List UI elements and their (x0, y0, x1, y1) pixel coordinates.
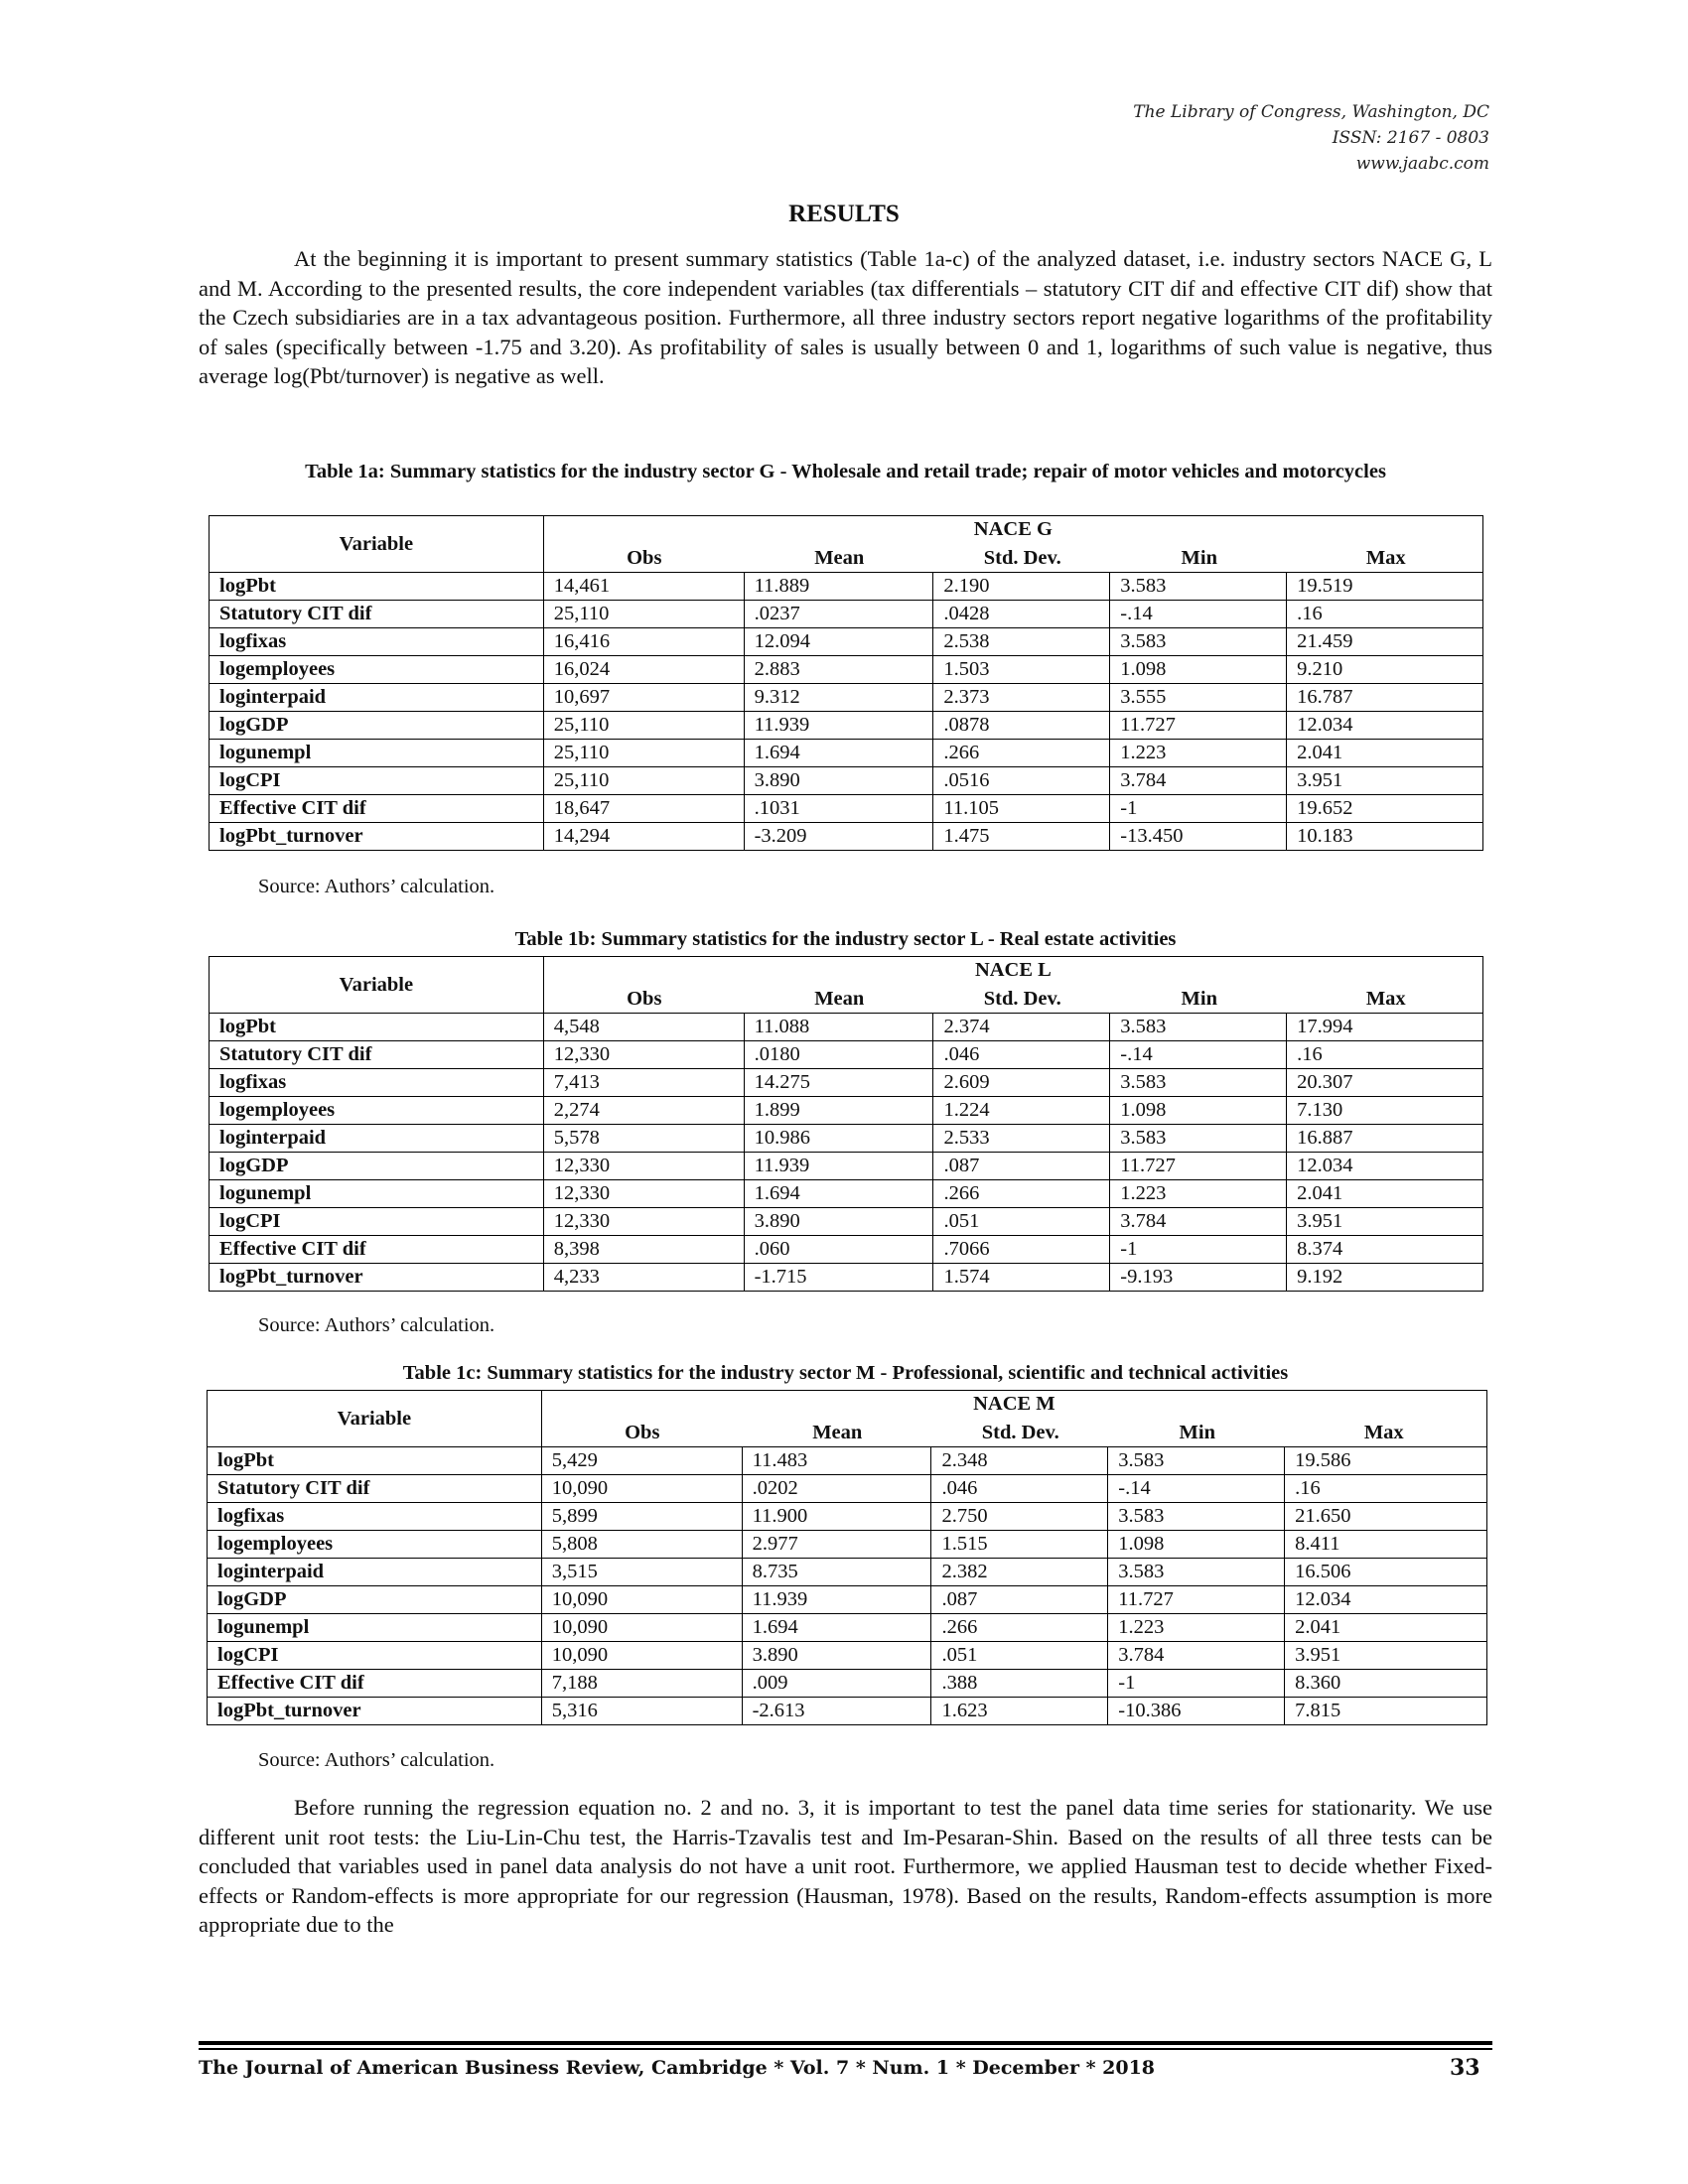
variable-name-cell: logunempl (210, 1180, 544, 1208)
table-header-row (208, 1391, 1487, 1447)
table-1a-source: Source: Authors’ calculation. (258, 876, 495, 897)
value-cell: 1.503 (933, 656, 1110, 684)
table-row (210, 795, 1483, 823)
column-header-variable: Variable (210, 957, 544, 1014)
table-1b-caption: Table 1b: Summary statistics for the industry sector L - Real estate activities (514, 928, 1177, 950)
variable-name-cell: loginterpaid (208, 1559, 542, 1586)
table-row (210, 823, 1483, 851)
value-cell: 5,316 (541, 1698, 742, 1725)
variable-name-cell: logPbt (210, 1014, 544, 1041)
variable-name-cell: logemployees (210, 656, 544, 684)
variable-name-cell: Statutory CIT dif (210, 601, 544, 628)
table-row (208, 1531, 1487, 1559)
value-cell: 2.883 (744, 656, 933, 684)
table-row (210, 573, 1483, 601)
table-row (210, 740, 1483, 767)
column-header-variable: Variable (210, 516, 544, 573)
column-headers (542, 1420, 1486, 1446)
value-cell: 2,274 (543, 1097, 744, 1125)
value-cell: 1.574 (933, 1264, 1110, 1292)
footer-rule-thin (199, 2048, 1492, 2050)
value-cell: 8.374 (1287, 1236, 1483, 1264)
value-cell: .0180 (744, 1041, 933, 1069)
table-row (210, 1208, 1483, 1236)
section-title: RESULTS (788, 201, 900, 227)
value-cell: 3.784 (1110, 1208, 1287, 1236)
value-cell: 3.583 (1108, 1503, 1285, 1531)
table-1c (207, 1390, 1487, 1725)
table-1b-source: Source: Authors’ calculation. (258, 1314, 495, 1336)
header-library: The Library of Congress, Washington, DC (1133, 102, 1489, 122)
table-row (210, 1069, 1483, 1097)
value-cell: 11.939 (742, 1586, 931, 1614)
value-cell: 16.787 (1287, 684, 1483, 712)
value-cell: 10,090 (541, 1614, 742, 1642)
value-cell: 3.890 (744, 1208, 933, 1236)
value-cell: .7066 (933, 1236, 1110, 1264)
value-cell: 14,461 (543, 573, 744, 601)
column-header-min: Min (1179, 1422, 1215, 1443)
value-cell: 2.750 (931, 1503, 1108, 1531)
table-row (208, 1447, 1487, 1475)
value-cell: 11.727 (1110, 1153, 1287, 1180)
value-cell: 8.411 (1285, 1531, 1487, 1559)
table-1b (209, 956, 1483, 1292)
table-1c-caption: Table 1c: Summary statistics for the industry sector M - Professional, scientific and technical activities (402, 1362, 1289, 1384)
value-cell: 21.459 (1287, 628, 1483, 656)
table-row (210, 1125, 1483, 1153)
value-cell: 21.650 (1285, 1503, 1487, 1531)
table-row (208, 1698, 1487, 1725)
value-cell: 9.312 (744, 684, 933, 712)
value-cell: 1.098 (1110, 1097, 1287, 1125)
value-cell: 8.360 (1285, 1670, 1487, 1698)
value-cell: 16.506 (1285, 1559, 1487, 1586)
value-cell: .266 (933, 740, 1110, 767)
value-cell: 20.307 (1287, 1069, 1483, 1097)
value-cell: 11.105 (933, 795, 1110, 823)
table-row (210, 1014, 1483, 1041)
value-cell: .051 (931, 1642, 1108, 1670)
value-cell: 16,416 (543, 628, 744, 656)
value-cell: 9.192 (1287, 1264, 1483, 1292)
column-headers (544, 545, 1482, 572)
value-cell: 7,413 (543, 1069, 744, 1097)
value-cell: 11.727 (1110, 712, 1287, 740)
value-cell: 10,090 (541, 1642, 742, 1670)
value-cell: 4,233 (543, 1264, 744, 1292)
column-header-variable: Variable (208, 1391, 542, 1447)
column-header-max: Max (1365, 547, 1406, 569)
value-cell: 7,188 (541, 1670, 742, 1698)
variable-name-cell: logCPI (208, 1642, 542, 1670)
value-cell: 14,294 (543, 823, 744, 851)
value-cell: 12,330 (543, 1180, 744, 1208)
variable-name-cell: loginterpaid (210, 684, 544, 712)
value-cell: 3.890 (744, 767, 933, 795)
value-cell: 3.583 (1110, 1014, 1287, 1041)
value-cell: 2.609 (933, 1069, 1110, 1097)
value-cell: 3.583 (1110, 628, 1287, 656)
value-cell: 10,697 (543, 684, 744, 712)
column-header-max: Max (1365, 988, 1406, 1010)
column-header-group (541, 1391, 1486, 1447)
column-header-mean: Mean (814, 547, 865, 569)
value-cell: .0237 (744, 601, 933, 628)
value-cell: 19.586 (1285, 1447, 1487, 1475)
value-cell: .16 (1287, 601, 1483, 628)
variable-name-cell: loginterpaid (210, 1125, 544, 1153)
value-cell: .046 (933, 1041, 1110, 1069)
value-cell: -.14 (1108, 1475, 1285, 1503)
value-cell: 11.483 (742, 1447, 931, 1475)
value-cell: 1.899 (744, 1097, 933, 1125)
value-cell: .16 (1285, 1475, 1487, 1503)
value-cell: 10.183 (1287, 823, 1483, 851)
value-cell: 3,515 (541, 1559, 742, 1586)
table-1a-caption: Table 1a: Summary statistics for the industry sector G - Wholesale and retail trade; repair of motor vehicles and motorcycles (305, 461, 1386, 482)
table-row (210, 767, 1483, 795)
table-row (210, 1236, 1483, 1264)
value-cell: 8,398 (543, 1236, 744, 1264)
value-cell: 12,330 (543, 1041, 744, 1069)
value-cell: 1.223 (1110, 740, 1287, 767)
value-cell: 12,330 (543, 1153, 744, 1180)
value-cell: 12.034 (1285, 1586, 1487, 1614)
value-cell: -1 (1108, 1670, 1285, 1698)
value-cell: 11.727 (1108, 1586, 1285, 1614)
value-cell: 19.652 (1287, 795, 1483, 823)
variable-name-cell: logfixas (210, 1069, 544, 1097)
variable-name-cell: Effective CIT dif (210, 795, 544, 823)
value-cell: 3.951 (1287, 1208, 1483, 1236)
value-cell: 2.348 (931, 1447, 1108, 1475)
value-cell: 2.538 (933, 628, 1110, 656)
value-cell: 1.515 (931, 1531, 1108, 1559)
value-cell: .0516 (933, 767, 1110, 795)
footer-rule (199, 2041, 1492, 2045)
variable-name-cell: Statutory CIT dif (210, 1041, 544, 1069)
value-cell: 1.224 (933, 1097, 1110, 1125)
value-cell: .087 (931, 1586, 1108, 1614)
nace-group-label: NACE M (973, 1393, 1055, 1415)
value-cell: 3.890 (742, 1642, 931, 1670)
variable-name-cell: logunempl (210, 740, 544, 767)
value-cell: .051 (933, 1208, 1110, 1236)
value-cell: 3.583 (1110, 1069, 1287, 1097)
value-cell: 1.098 (1110, 656, 1287, 684)
variable-name-cell: logCPI (210, 767, 544, 795)
table-1a-body (210, 516, 1483, 851)
column-header-group (543, 516, 1482, 573)
value-cell: .388 (931, 1670, 1108, 1698)
variable-name-cell: logunempl (208, 1614, 542, 1642)
table-1a (209, 515, 1483, 851)
table-row (208, 1586, 1487, 1614)
value-cell: 8.735 (742, 1559, 931, 1586)
value-cell: 1.694 (744, 1180, 933, 1208)
column-header-obs: Obs (627, 988, 662, 1010)
variable-name-cell: Statutory CIT dif (208, 1475, 542, 1503)
table-row (210, 656, 1483, 684)
value-cell: -10.386 (1108, 1698, 1285, 1725)
value-cell: 10.986 (744, 1125, 933, 1153)
table-row (208, 1559, 1487, 1586)
value-cell: .046 (931, 1475, 1108, 1503)
variable-name-cell: logPbt_turnover (210, 1264, 544, 1292)
value-cell: 9.210 (1287, 656, 1483, 684)
value-cell: 12.034 (1287, 1153, 1483, 1180)
table-row (208, 1642, 1487, 1670)
column-header-min: Min (1181, 547, 1217, 569)
value-cell: 10,090 (541, 1475, 742, 1503)
variable-name-cell: logGDP (208, 1586, 542, 1614)
value-cell: 5,808 (541, 1531, 742, 1559)
value-cell: 11.900 (742, 1503, 931, 1531)
value-cell: 1.475 (933, 823, 1110, 851)
value-cell: 3.784 (1110, 767, 1287, 795)
header-issn: ISSN: 2167 - 0803 (1332, 128, 1489, 148)
table-row (210, 1097, 1483, 1125)
column-headers (544, 986, 1482, 1013)
value-cell: 2.977 (742, 1531, 931, 1559)
variable-name-cell: logemployees (210, 1097, 544, 1125)
table-row (208, 1475, 1487, 1503)
table-header-row (210, 957, 1483, 1014)
table-row (210, 684, 1483, 712)
value-cell: 16,024 (543, 656, 744, 684)
value-cell: -1 (1110, 1236, 1287, 1264)
variable-name-cell: logemployees (208, 1531, 542, 1559)
value-cell: -3.209 (744, 823, 933, 851)
variable-name-cell: logPbt_turnover (210, 823, 544, 851)
value-cell: 2.374 (933, 1014, 1110, 1041)
variable-name-cell: logPbt (208, 1447, 542, 1475)
column-header-std: Std. Dev. (981, 1422, 1059, 1443)
value-cell: 3.555 (1110, 684, 1287, 712)
value-cell: 11.889 (744, 573, 933, 601)
nace-group-label: NACE L (974, 959, 1052, 981)
value-cell: -.14 (1110, 601, 1287, 628)
value-cell: 2.041 (1287, 1180, 1483, 1208)
value-cell: 11.939 (744, 1153, 933, 1180)
value-cell: 2.041 (1285, 1614, 1487, 1642)
value-cell: 25,110 (543, 767, 744, 795)
value-cell: 18,647 (543, 795, 744, 823)
table-1b-body (210, 957, 1483, 1292)
column-header-group (543, 957, 1482, 1014)
variable-name-cell: Effective CIT dif (208, 1670, 542, 1698)
value-cell: 10,090 (541, 1586, 742, 1614)
value-cell: .060 (744, 1236, 933, 1264)
value-cell: 2.382 (931, 1559, 1108, 1586)
table-row (210, 628, 1483, 656)
value-cell: 1.694 (742, 1614, 931, 1642)
value-cell: -1 (1110, 795, 1287, 823)
page-number: 33 (1450, 2055, 1480, 2081)
closing-paragraph: Before running the regression equation no. 2 and no. 3, it is important to test the panel data time series for stationarity. We use different unit root tests: the Liu-Lin-Chu test, the Harris-Tzavalis test and Im-Pesaran-Shin. Based on the results of all three tests can be concluded that variables used in panel data analysis do not have a unit root. Furthermore, we applied Hausman test to decide whether Fixed-effects or Random-effects is more appropriate for our regression (Hausman, 1978). Based on the results, Random-effects assumption is more appropriate due to the (199, 1795, 1492, 1937)
value-cell: 12,330 (543, 1208, 744, 1236)
column-header-mean: Mean (814, 988, 865, 1010)
value-cell: .0428 (933, 601, 1110, 628)
column-header-obs: Obs (625, 1422, 660, 1443)
variable-name-cell: Effective CIT dif (210, 1236, 544, 1264)
value-cell: 17.994 (1287, 1014, 1483, 1041)
value-cell: 5,899 (541, 1503, 742, 1531)
value-cell: 1.098 (1108, 1531, 1285, 1559)
value-cell: -1.715 (744, 1264, 933, 1292)
value-cell: 14.275 (744, 1069, 933, 1097)
column-header-max: Max (1363, 1422, 1404, 1443)
table-row (210, 601, 1483, 628)
value-cell: .266 (933, 1180, 1110, 1208)
table-row (210, 1041, 1483, 1069)
value-cell: 3.583 (1110, 573, 1287, 601)
footer-journal: The Journal of American Business Review, Cambridge * Vol. 7 * Num. 1 * December * 2018 (199, 2057, 1156, 2079)
value-cell: 1.623 (931, 1698, 1108, 1725)
column-header-std: Std. Dev. (983, 547, 1061, 569)
value-cell: 1.694 (744, 740, 933, 767)
value-cell: .009 (742, 1670, 931, 1698)
value-cell: 12.094 (744, 628, 933, 656)
column-header-min: Min (1181, 988, 1217, 1010)
value-cell: -.14 (1110, 1041, 1287, 1069)
value-cell: 12.034 (1287, 712, 1483, 740)
table-row (210, 1153, 1483, 1180)
column-header-obs: Obs (627, 547, 662, 569)
value-cell: -13.450 (1110, 823, 1287, 851)
value-cell: 11.939 (744, 712, 933, 740)
value-cell: 25,110 (543, 601, 744, 628)
table-row (208, 1670, 1487, 1698)
table-row (210, 1264, 1483, 1292)
table-1c-source: Source: Authors’ calculation. (258, 1749, 495, 1771)
table-header-row (210, 516, 1483, 573)
value-cell: -2.613 (742, 1698, 931, 1725)
value-cell: .16 (1287, 1041, 1483, 1069)
value-cell: 11.088 (744, 1014, 933, 1041)
value-cell: 5,578 (543, 1125, 744, 1153)
header-url: www.jaabc.com (1355, 154, 1489, 174)
value-cell: .0878 (933, 712, 1110, 740)
table-row (210, 712, 1483, 740)
value-cell: 3.583 (1108, 1559, 1285, 1586)
column-header-std: Std. Dev. (983, 988, 1061, 1010)
value-cell: 16.887 (1287, 1125, 1483, 1153)
variable-name-cell: logGDP (210, 712, 544, 740)
value-cell: 25,110 (543, 712, 744, 740)
value-cell: 3.583 (1110, 1125, 1287, 1153)
value-cell: 2.190 (933, 573, 1110, 601)
variable-name-cell: logGDP (210, 1153, 544, 1180)
value-cell: .0202 (742, 1475, 931, 1503)
value-cell: 5,429 (541, 1447, 742, 1475)
table-row (208, 1503, 1487, 1531)
table-row (208, 1614, 1487, 1642)
value-cell: 7.130 (1287, 1097, 1483, 1125)
value-cell: .266 (931, 1614, 1108, 1642)
value-cell: 3.951 (1285, 1642, 1487, 1670)
value-cell: .1031 (744, 795, 933, 823)
value-cell: 1.223 (1110, 1180, 1287, 1208)
value-cell: -9.193 (1110, 1264, 1287, 1292)
value-cell: 1.223 (1108, 1614, 1285, 1642)
value-cell: 2.533 (933, 1125, 1110, 1153)
value-cell: 3.583 (1108, 1447, 1285, 1475)
variable-name-cell: logPbt (210, 573, 544, 601)
value-cell: 3.951 (1287, 767, 1483, 795)
variable-name-cell: logfixas (208, 1503, 542, 1531)
nace-group-label: NACE G (973, 518, 1053, 540)
table-row (210, 1180, 1483, 1208)
value-cell: .087 (933, 1153, 1110, 1180)
value-cell: 2.373 (933, 684, 1110, 712)
table-1c-body (208, 1391, 1487, 1725)
variable-name-cell: logCPI (210, 1208, 544, 1236)
value-cell: 2.041 (1287, 740, 1483, 767)
value-cell: 7.815 (1285, 1698, 1487, 1725)
column-header-mean: Mean (812, 1422, 863, 1443)
page-header (1133, 99, 1489, 177)
value-cell: 19.519 (1287, 573, 1483, 601)
value-cell: 25,110 (543, 740, 744, 767)
value-cell: 4,548 (543, 1014, 744, 1041)
intro-paragraph: At the beginning it is important to present summary statistics (Table 1a-c) of the analyzed dataset, i.e. industry sectors NACE G, L and M. According to the presented results, the core independent variables (tax differentials – statutory CIT dif and effective CIT dif) show that the Czech subsidiaries are in a tax advantageous position. Furthermore, all three industry sectors report negative logarithms of the profitability of sales (specifically between -1.75 and 3.20). As profitability of sales is usually between 0 and 1, logarithms of such value is negative, thus average log(Pbt/turnover) is negative as well. (199, 246, 1492, 388)
variable-name-cell: logfixas (210, 628, 544, 656)
value-cell: 3.784 (1108, 1642, 1285, 1670)
variable-name-cell: logPbt_turnover (208, 1698, 542, 1725)
